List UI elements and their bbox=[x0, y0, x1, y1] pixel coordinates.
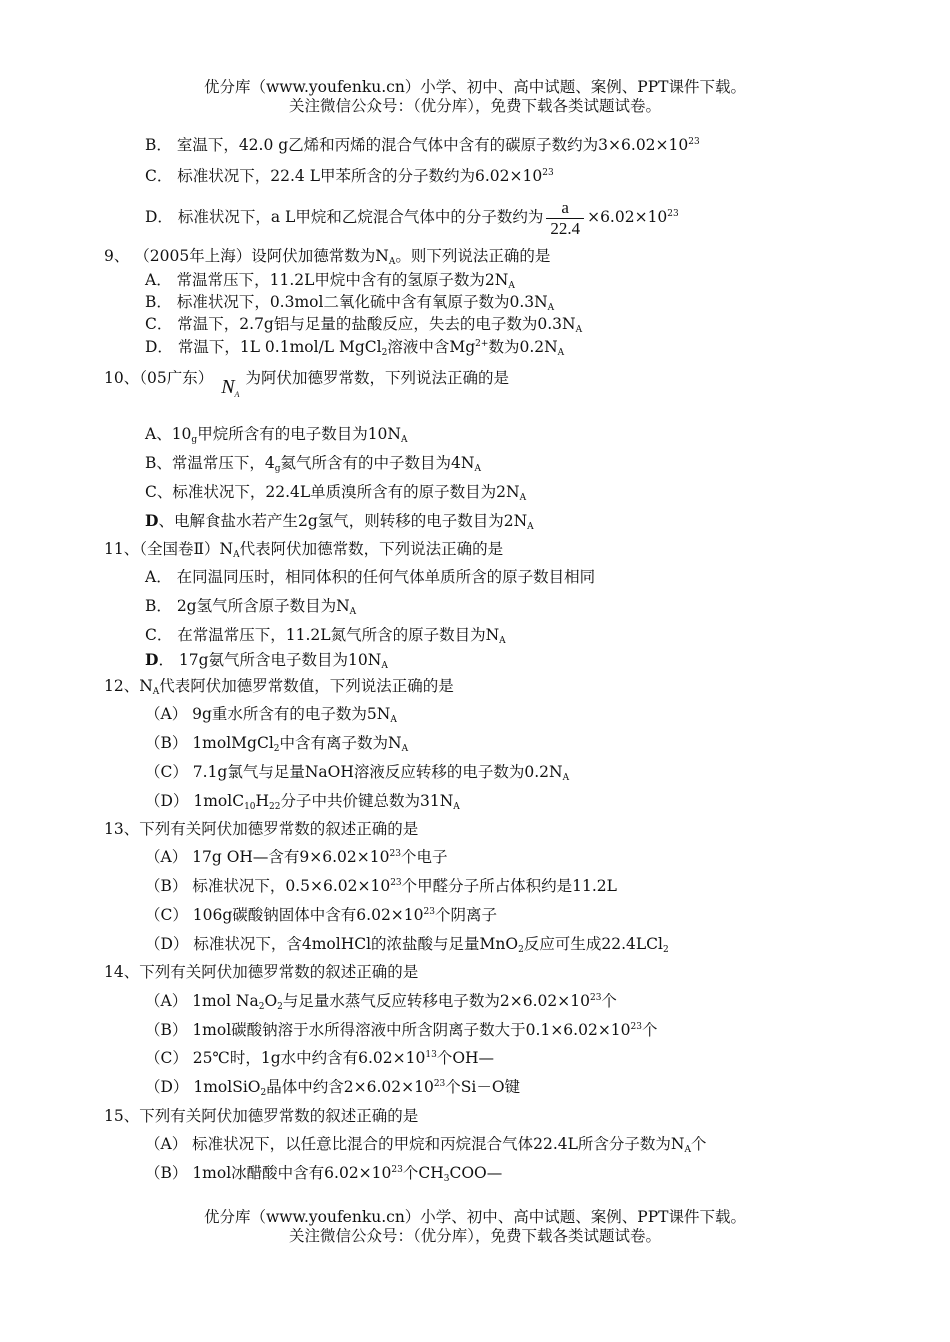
q14-option-b: （B） 1mol碳酸钠溶于水所得溶液中所含阴离子数大于$0.1\times 6.02\times 10^{23}$个 bbox=[145, 1021, 658, 1039]
q10-option-c: C、标准状况下，22.4L单质溴所含有的原子数目为$2N_A$ bbox=[145, 483, 527, 503]
footer-line-1: 优分库（www.youfenku.cn）小学、初中、高中试题、案例、PPT课件下载。 bbox=[203, 1208, 747, 1226]
fraction: $\frac{a}{22.4}$ bbox=[546, 198, 584, 239]
q12-option-d: （D） $1molC_{10}H_{22}$分子中共价键总数为$31N_A$ bbox=[145, 792, 460, 812]
q14-stem: 14、下列有关阿伏加德罗常数的叙述正确的是 bbox=[104, 963, 419, 981]
q13-stem: 13、下列有关阿伏加德罗常数的叙述正确的是 bbox=[104, 820, 419, 838]
q13-option-d: （D） 标准状况下，含4molHCl的浓盐酸与足量MnO$_2$反应可生成22.4LCl$_2$ bbox=[145, 935, 669, 955]
q12-option-c: （C） 7.1g氯气与足量NaOH溶液反应转移的电子数为$0.2N_A$ bbox=[145, 763, 570, 783]
q10-option-d: D、电解食盐水若产生2g氢气，则转移的电子数目为$2N_A$ bbox=[145, 511, 534, 532]
q15-option-a: （A） 标准状况下，以任意比混合的甲烷和丙烷混合气体22.4L所含分子数为$N_A$个 bbox=[145, 1135, 707, 1155]
q9-option-d: D． 常温下，1L 0.1mol/L MgCl$_2$溶液中含$Mg^{2+}$数为$0.2N_A$ bbox=[145, 338, 565, 358]
q14-option-c: （C） 25℃时，1g水中约含有$6.02\times 10^{13}$个OH— bbox=[145, 1049, 495, 1067]
q15-stem: 15、下列有关阿伏加德罗常数的叙述正确的是 bbox=[104, 1107, 419, 1125]
q10-option-b: B、常温常压下，$4_g$氦气所含有的中子数目为$4N_A$ bbox=[145, 454, 481, 474]
q9-option-c: C． 常温下，2.7g铝与足量的盐酸反应，失去的电子数为$0.3N_A$ bbox=[145, 315, 583, 335]
q11-option-c: C． 在常温常压下，11.2L氮气所含的原子数目为$N_A$ bbox=[145, 626, 506, 646]
q9-option-b: B． 标准状况下，0.3mol二氧化硫中含有氧原子数为$0.3N_A$ bbox=[145, 293, 555, 313]
q9-option-a: A． 常温常压下，11.2L甲烷中含有的氢原子数为$2N_A$ bbox=[145, 271, 515, 291]
q11-stem: 11、（全国卷$Ⅱ)N_A$代表阿伏加德常数，下列说法正确的是 bbox=[104, 540, 504, 560]
q13-option-a: （A） 17g OH—含有$9\times 6.02\times 10^{23}$个电子 bbox=[145, 848, 448, 866]
q8-option-d: D． 标准状况下，a L甲烷和乙烷混合气体中的分子数约为 $\frac{a}{22.4}$ $\times 6.02\times 10^{23}$ bbox=[145, 197, 679, 238]
q10-option-a: A、$10_g$甲烷所含有的电子数目为$10N_A$ bbox=[145, 425, 408, 445]
header-line-1: 优分库（www.youfenku.cn）小学、初中、高中试题、案例、PPT课件下载。 bbox=[203, 78, 747, 96]
q12-option-a: （A） 9g重水所含有的电子数为$5N_A$ bbox=[145, 705, 397, 725]
q15-option-b: （B） 1mol冰醋酸中含有$6.02\times 10^{23}$个$CH_3COO—$ bbox=[145, 1164, 503, 1184]
q11-option-d: D． 17g氨气所含电子数目为$10N_A$ bbox=[145, 650, 388, 671]
page-header bbox=[0, 78, 950, 116]
header-line-2: 关注微信公众号：（优分库），免费下载各类试题试卷。 bbox=[288, 97, 661, 115]
q12-stem: 12、$N_A$代表阿伏加德罗常数值，下列说法正确的是 bbox=[104, 677, 454, 697]
q11-option-b: B． 2g氢气所含原子数目为$N_A$ bbox=[145, 597, 357, 617]
q8-option-c: C． 标准状况下，22.4 L甲苯所含的分子数约为$6.02\times 10^{23}$ bbox=[145, 167, 554, 185]
footer-line-2: 关注微信公众号：（优分库），免费下载各类试题试卷。 bbox=[288, 1227, 661, 1245]
page-footer bbox=[0, 1208, 950, 1246]
q10-stem: 10、（05广东） $N_A$为阿伏加德罗常数，下列说法正确的是 bbox=[104, 369, 509, 399]
q9-stem: 9、 （2005年上海）设阿伏加德常数为$N_A$。则下列说法正确的是 bbox=[104, 247, 551, 267]
q11-option-a: A． 在同温同压时，相同体积的任何气体单质所含的原子数目相同 bbox=[145, 568, 596, 586]
q8-option-b: B． 室温下，42.0 g乙烯和丙烯的混合气体中含有的碳原子数约为$3\times 6.02\times 10^{23}$ bbox=[145, 136, 700, 154]
avogadro-symbol: $N_A$ bbox=[221, 376, 240, 399]
q14-option-d: （D） 1molSiO$_2$晶体中约含$2\times 6.02\times 10^{23}$个Si－O键 bbox=[145, 1078, 521, 1098]
q13-option-c: （C） 106g碳酸钠固体中含有$6.02\times 10^{23}$个阴离子 bbox=[145, 906, 497, 924]
q13-option-b: （B） 标准状况下，$0.5\times 6.02\times 10^{23}$个甲醛分子所占体积约是11.2L bbox=[145, 877, 617, 895]
q14-option-a: （A） 1mol $Na_2O_2$与足量水蒸气反应转移电子数为$2\times 6.02\times 10^{23}$个 bbox=[145, 992, 617, 1012]
q12-option-b: （B） 1molMgCl$_2$中含有离子数为$N_A$ bbox=[145, 734, 409, 754]
